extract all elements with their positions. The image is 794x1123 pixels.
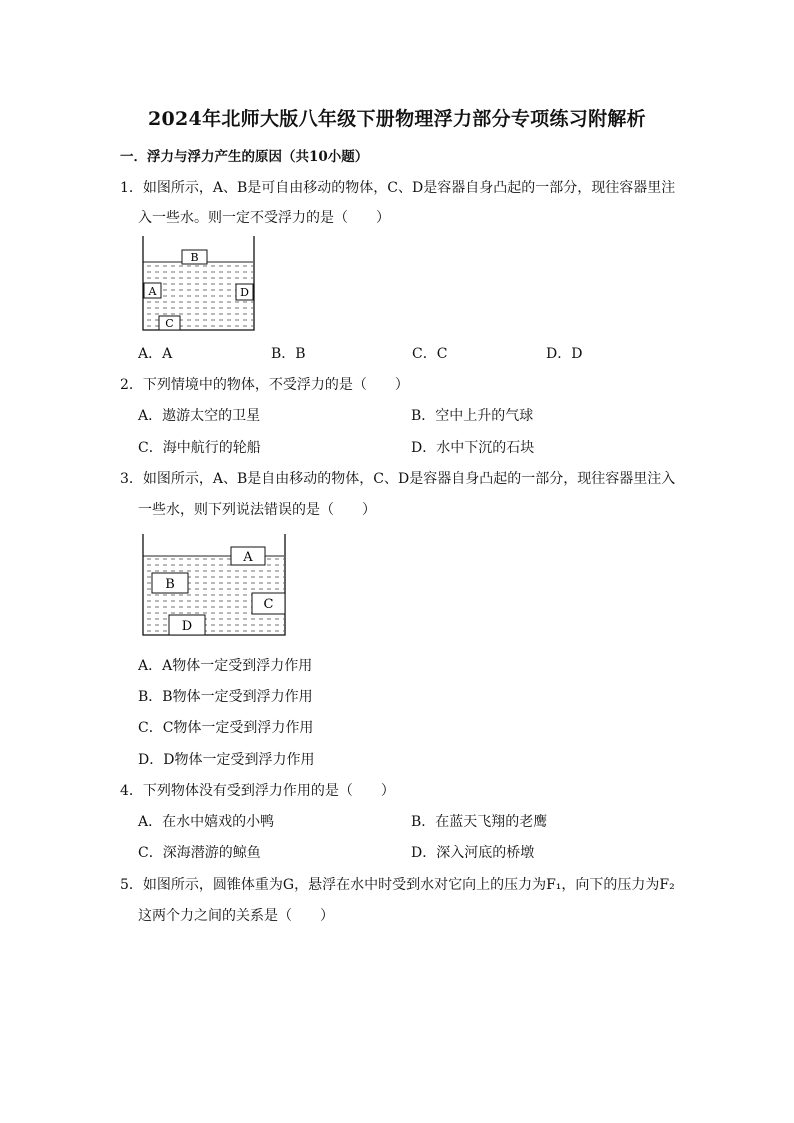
q3-figure <box>138 532 290 640</box>
q1-text-line2: 入一些水。则一定不受浮力的是（ ） <box>138 210 390 226</box>
q1-label-b: B <box>190 251 199 264</box>
q1-label-d: D <box>240 286 249 299</box>
q1-option-d: D．D <box>546 346 583 362</box>
q2-option-c: C．海中航行的轮船 <box>138 440 261 456</box>
section-heading: 一．浮力与浮力产生的原因（共10小题） <box>120 149 369 165</box>
bump-c <box>159 316 180 330</box>
q3-text-line2: 一些水，则下列说法错误的是（ ） <box>138 502 376 518</box>
q4-option-d: D．深入河底的桥墩 <box>411 845 535 861</box>
q5-text-line1: 5．如图所示，圆锥体重为G，悬浮在水中时受到水对它向上的压力为F₁，向下的压力为F₂ <box>120 877 675 893</box>
q1-option-a: A．A <box>138 346 173 362</box>
q4-text-line1: 4．下列物体没有受到浮力作用的是（ ） <box>120 783 395 799</box>
bump-d <box>236 284 253 300</box>
q5-text-line2: 这两个力之间的关系是（ ） <box>138 908 334 924</box>
q3-option-b: B．B物体一定受到浮力作用 <box>138 689 313 705</box>
q2-text-line1: 2．下列情境中的物体，不受浮力的是（ ） <box>120 377 409 393</box>
q3-label-d: D <box>181 619 193 634</box>
q1-option-c: C．C <box>412 346 448 362</box>
q4-option-b: B．在蓝天飞翔的老鹰 <box>411 814 548 830</box>
object-b <box>182 250 207 264</box>
q1-figure <box>138 233 260 335</box>
q3-option-a: A．A物体一定受到浮力作用 <box>138 658 313 674</box>
q3-text-line1: 3．如图所示，A、B是自由移动的物体，C、D是容器自身凸起的一部分，现往容器里注入 <box>120 471 676 487</box>
object-a <box>144 283 161 298</box>
q1-text-line1: 1．如图所示，A、B是可自由移动的物体，C、D是容器自身凸起的一部分，现往容器里注 <box>120 180 676 196</box>
q1-label-c: C <box>165 317 174 330</box>
q3-option-d: D．D物体一定受到浮力作用 <box>138 752 315 768</box>
q2-option-d: D．水中下沉的石块 <box>411 440 535 456</box>
q3-label-a: A <box>243 550 253 565</box>
bump-c <box>252 593 285 614</box>
q3-option-c: C．C物体一定受到浮力作用 <box>138 720 314 736</box>
bump-d <box>169 615 205 635</box>
q2-option-b: B．空中上升的气球 <box>411 408 534 424</box>
q1-option-b: B．B <box>271 346 306 362</box>
document-title: 2024年北师大版八年级下册物理浮力部分专项练习附解析 <box>148 108 646 130</box>
q3-label-b: B <box>165 577 175 592</box>
q4-option-c: C．深海潜游的鲸鱼 <box>138 845 261 861</box>
q4-option-a: A．在水中嬉戏的小鸭 <box>138 814 275 830</box>
q2-option-a: A．遨游太空的卫星 <box>138 408 261 424</box>
q1-label-a: A <box>148 285 157 298</box>
object-a <box>231 547 265 565</box>
q3-label-c: C <box>263 597 274 612</box>
object-b <box>152 573 188 593</box>
